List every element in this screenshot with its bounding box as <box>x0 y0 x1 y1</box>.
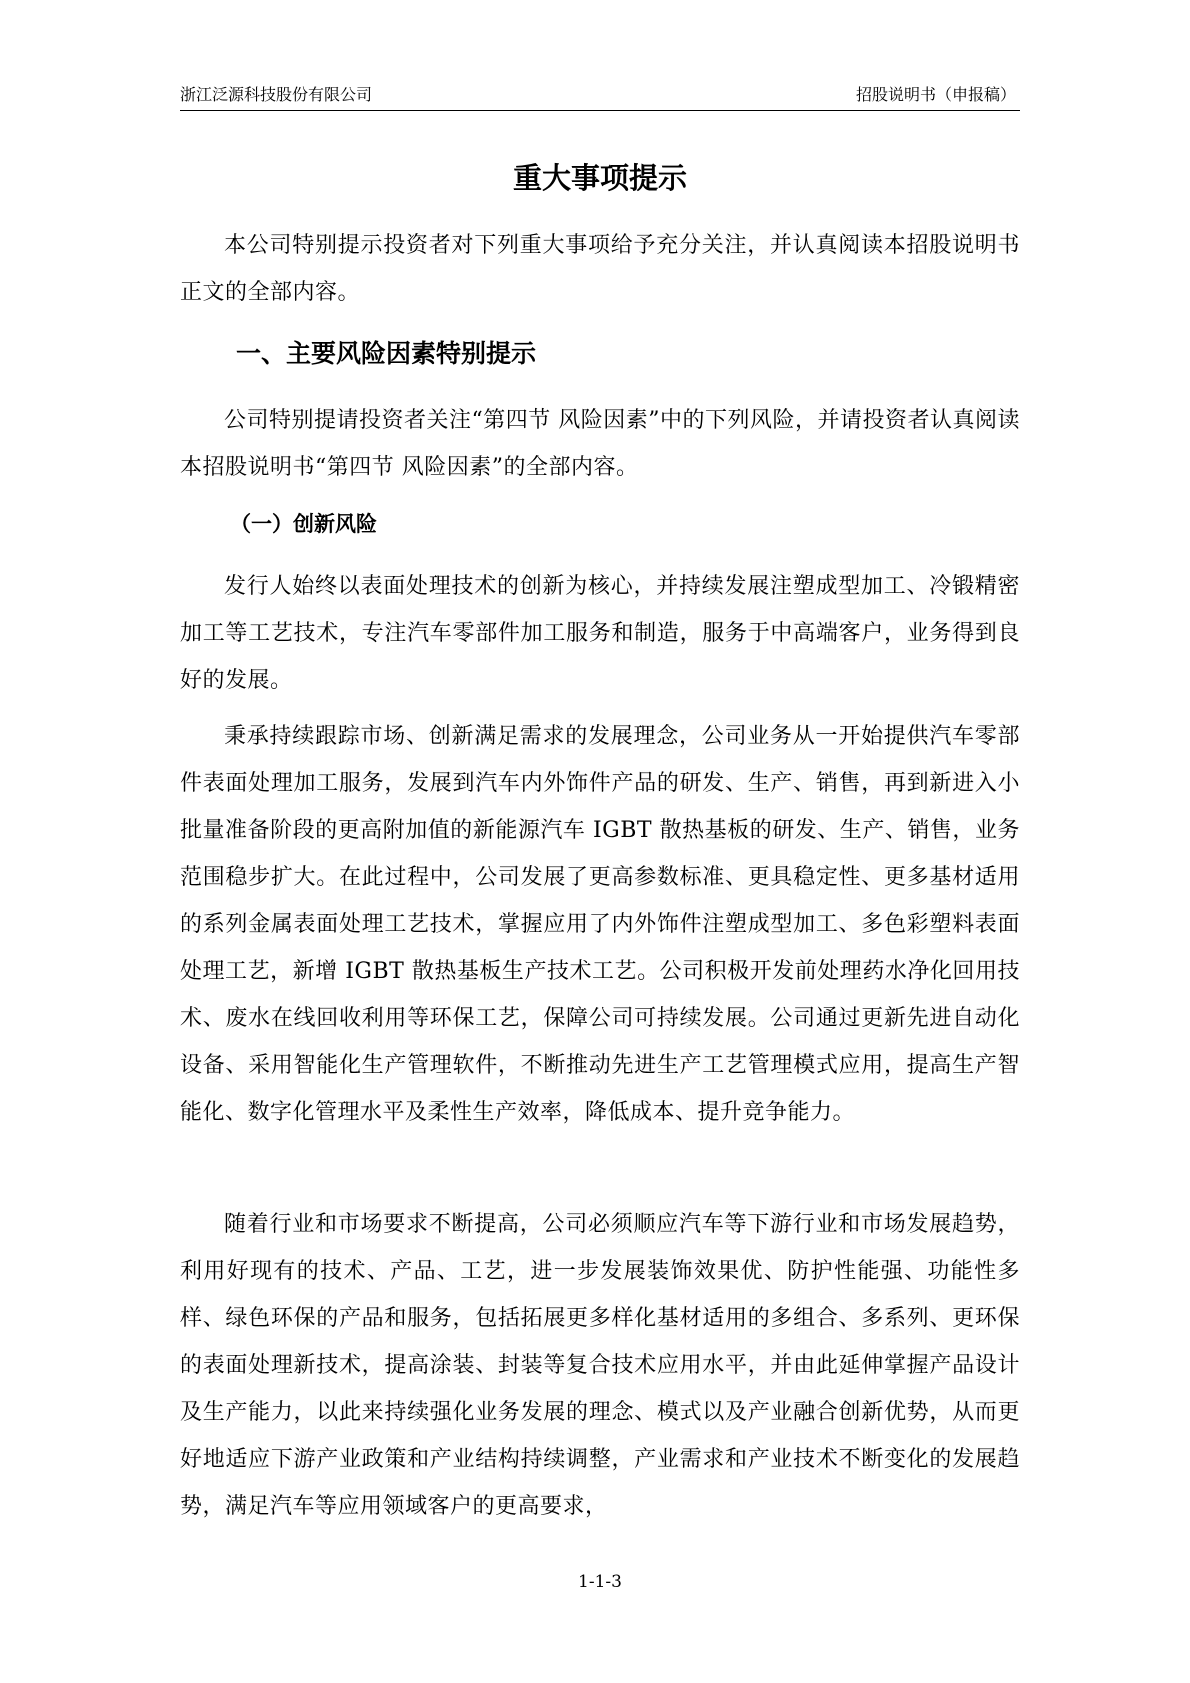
page-header <box>180 84 1020 111</box>
innovation-paragraph-3: 随着行业和市场要求不断提高，公司必须顺应汽车等下游行业和市场发展趋势，利用好现有的技术、产品、工艺，进一步发展装饰效果优、防护性能强、功能性多样、绿色环保的产品和服务，包括拓展更多样化基材适用的多组合、多系列、更环保的表面处理新技术，提高涂装、封装等复合技术应用水平，并由此延伸掌握产品设计及生产能力，以此来持续强化业务发展的理念、模式以及产业融合创新优势，从而更好地适应下游产业政策和产业结构持续调整，产业需求和产业技术不断变化的发展趋势，满足汽车等应用领域客户的更高要求， <box>180 1212 1020 1519</box>
risk-note-paragraph: 公司特别提请投资者关注“第四节 风险因素”中的下列风险，并请投资者认真阅读本招股说明书“第四节 风险因素”的全部内容。 <box>180 408 1020 480</box>
header-company-name: 浙江泛源科技股份有限公司 <box>180 85 373 104</box>
subsection-heading-innovation-risk: （一）创新风险 <box>230 512 377 536</box>
page-number: 1-1-3 <box>578 1572 622 1592</box>
intro-paragraph: 本公司特别提示投资者对下列重大事项给予充分关注，并认真阅读本招股说明书正文的全部内容。 <box>180 233 1020 305</box>
page-title: 重大事项提示 <box>512 161 687 195</box>
section-heading-risk-factors: 一、主要风险因素特别提示 <box>236 339 537 368</box>
innovation-paragraph-1: 发行人始终以表面处理技术的创新为核心，并持续发展注塑成型加工、冷锻精密加工等工艺技术，专注汽车零部件加工服务和制造，服务于中高端客户，业务得到良好的发展。 <box>180 574 1020 693</box>
header-document-type: 招股说明书（申报稿） <box>855 85 1016 104</box>
innovation-paragraph-2: 秉承持续跟踪市场、创新满足需求的发展理念，公司业务从一开始提供汽车零部件表面处理加工服务，发展到汽车内外饰件产品的研发、生产、销售，再到新进入小批量准备阶段的更高附加值的新能源汽车 IGBT 散热基板的研发、生产、销售，业务范围稳步扩大。在此过程中，公司发展了更高参数标准、更具稳定性、更多基材适用的系列金属表面处理工艺技术，掌握应用了内外饰件注塑成型加工、多色彩塑料表面处理工艺，新增 IGBT 散热基板生产技术工艺。公司积极开发前处理药水净化回用技术、废水在线回收利用等环保工艺，保障公司可持续发展。公司通过更新先进自动化设备、采用智能化生产管理软件，不断推动先进生产工艺管理模式应用，提高生产智能化、数字化管理水平及柔性生产效率，降低成本、提升竞争能力。 <box>180 724 1020 1125</box>
